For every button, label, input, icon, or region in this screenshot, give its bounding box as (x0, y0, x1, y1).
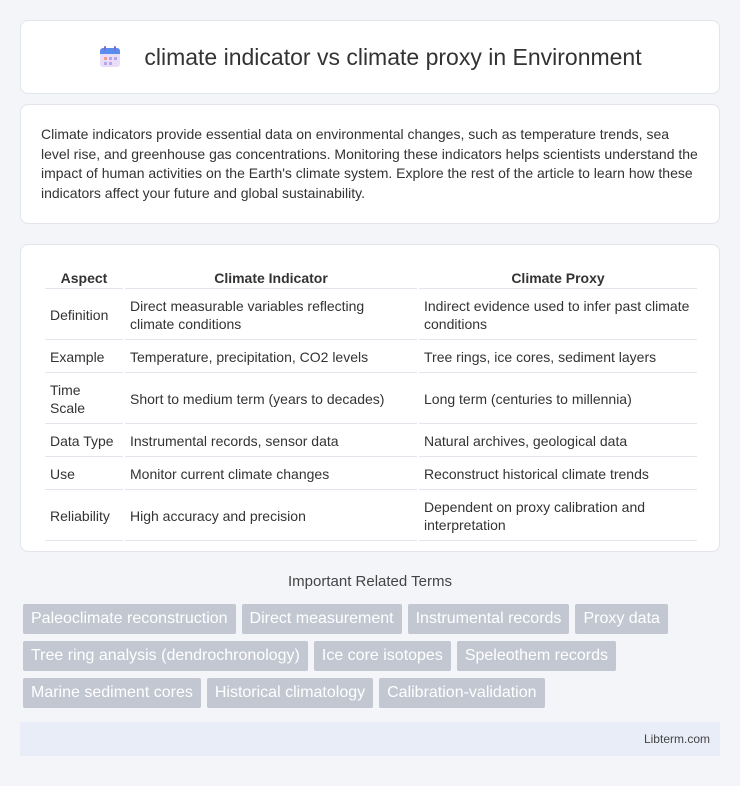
table-row (45, 375, 697, 424)
cell-proxy: Dependent on proxy calibration and interpretation (419, 492, 697, 541)
table-row (45, 492, 697, 541)
cell-proxy: Long term (centuries to millennia) (419, 375, 697, 424)
tag-tree-ring-analysis[interactable]: Tree ring analysis (dendrochronology) (23, 641, 308, 671)
tag-ice-core-isotopes[interactable]: Ice core isotopes (314, 641, 451, 671)
related-terms-title: Important Related Terms (288, 573, 452, 590)
tag-marine-sediment-cores[interactable]: Marine sediment cores (23, 678, 201, 708)
tag-calibration-validation[interactable]: Calibration-validation (379, 678, 544, 708)
cell-indicator: High accuracy and precision (125, 492, 417, 541)
table-row (45, 342, 697, 373)
cell-aspect: Time Scale (45, 375, 123, 424)
cell-aspect: Use (45, 459, 123, 490)
tag-proxy-data[interactable]: Proxy data (575, 604, 667, 634)
cell-aspect: Reliability (45, 492, 123, 541)
calendar-icon (98, 45, 122, 69)
footer-site-link[interactable]: Libterm.com (643, 732, 710, 746)
header-climate-indicator: Climate Indicator (125, 269, 417, 289)
tag-historical-climatology[interactable]: Historical climatology (207, 678, 373, 708)
cell-indicator: Short to medium term (years to decades) (125, 375, 417, 424)
tag-paleoclimate-reconstruction[interactable]: Paleoclimate reconstruction (23, 604, 236, 634)
table-row (45, 426, 697, 457)
footer (20, 722, 720, 756)
cell-proxy: Indirect evidence used to infer past climate conditions (419, 291, 697, 340)
intro-text: Climate indicators provide essential data on environmental changes, such as temperature trends, sea level rise, and greenhouse gas concentrations. Monitoring these indicators helps scientists understand the impact of human activities on the Earth's climate system. Explore the rest of the article to learn how these indicators affect your future and global sustainability. (41, 126, 698, 201)
header-climate-proxy: Climate Proxy (419, 269, 697, 289)
table-header-row (45, 269, 697, 289)
tag-direct-measurement[interactable]: Direct measurement (242, 604, 402, 634)
cell-indicator: Direct measurable variables reflecting climate conditions (125, 291, 417, 340)
table-row (45, 291, 697, 340)
header-card (20, 20, 720, 94)
cell-proxy: Reconstruct historical climate trends (419, 459, 697, 490)
related-terms-list (23, 604, 723, 708)
cell-indicator: Monitor current climate changes (125, 459, 417, 490)
cell-aspect: Data Type (45, 426, 123, 457)
cell-proxy: Tree rings, ice cores, sediment layers (419, 342, 697, 373)
intro-card (20, 104, 720, 224)
cell-proxy: Natural archives, geological data (419, 426, 697, 457)
cell-indicator: Temperature, precipitation, CO2 levels (125, 342, 417, 373)
cell-aspect: Definition (45, 291, 123, 340)
cell-indicator: Instrumental records, sensor data (125, 426, 417, 457)
cell-aspect: Example (45, 342, 123, 373)
tag-instrumental-records[interactable]: Instrumental records (408, 604, 570, 634)
table-row (45, 459, 697, 490)
header-aspect: Aspect (45, 269, 123, 289)
comparison-table-card (20, 244, 720, 552)
tag-speleothem-records[interactable]: Speleothem records (457, 641, 616, 671)
page-title: climate indicator vs climate proxy in Environment (144, 43, 642, 70)
comparison-table (43, 267, 699, 543)
